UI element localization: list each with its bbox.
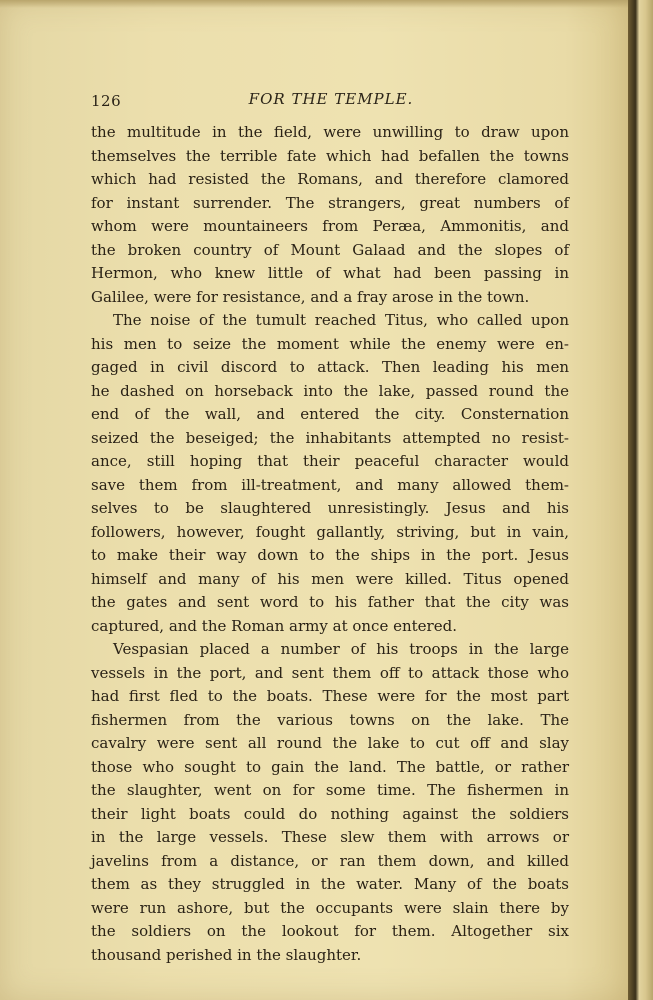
text-line: The noise of the tumult reached Titus, who called upon [113, 311, 569, 329]
body-text [91, 121, 569, 967]
text-line: the soldiers on the lookout for them. Altogether six [91, 922, 569, 940]
text-line: their light boats could do nothing against the soldiers [91, 804, 569, 823]
text-line: cavalry were sent all round the lake to cut off and slay [91, 734, 569, 752]
text-line: to make their way down to the ships in the port. Jesus [91, 546, 569, 564]
text-line: seized the beseiged; the inhabitants attempted no resist- [91, 428, 569, 447]
text-line: in the large vessels. These slew them with arrows or [91, 828, 569, 846]
text-line: them as they struggled in the water. Many of the boats [91, 875, 569, 893]
page-header [91, 86, 571, 112]
text-line: his men to seize the moment while the enemy were en- [91, 334, 569, 353]
page-top-shadow [0, 0, 628, 8]
text-line: the multitude in the field, were unwilling to draw upon [91, 123, 569, 141]
text-line: Galilee, were for resistance, and a fray arose in the town. [91, 287, 530, 306]
text-line: the slaughter, went on for some time. The fishermen in [91, 781, 569, 799]
text-line: had first fled to the boats. These were for the most part [91, 687, 569, 705]
text-line: those who sought to gain the land. The battle, or rather [91, 757, 569, 776]
text-line: he dashed on horseback into the lake, passed round the [91, 381, 569, 400]
text-line: for instant surrender. The strangers, great numbers of [91, 193, 569, 212]
text-line: save them from ill-treatment, and many allowed them- [91, 475, 569, 494]
text-line: Vespasian placed a number of his troops in the large [113, 640, 569, 658]
paragraph [91, 309, 569, 638]
text-line: which had resisted the Romans, and therefore clamored [91, 170, 569, 188]
text-line: thousand perished in the slaughter. [91, 945, 362, 964]
text-line: followers, however, fought gallantly, striving, but in vain, [91, 522, 569, 541]
book-spine-edge [628, 0, 653, 1000]
paragraph [91, 121, 569, 309]
text-line: whom were mountaineers from Peræa, Ammonitis, and [91, 217, 569, 235]
page-number: 126 [91, 92, 122, 110]
text-line: the broken country of Mount Galaad and the slopes of [91, 240, 569, 259]
text-line: selves to be slaughtered unresistingly. Jesus and his [91, 499, 569, 517]
running-title: FOR THE TEMPLE. [248, 90, 414, 108]
text-line: vessels in the port, and sent them off to attack those who [91, 663, 569, 682]
text-line: gaged in civil discord to attack. Then leading his men [91, 358, 569, 376]
text-line: javelins from a distance, or ran them down, and killed [91, 851, 569, 870]
text-line: end of the wall, and entered the city. Consternation [91, 405, 569, 423]
text-line: ance, still hoping that their peaceful character would [91, 452, 569, 470]
text-line: Hermon, who knew little of what had been passing in [91, 264, 569, 282]
text-line: the gates and sent word to his father that the city was [91, 593, 569, 611]
text-line: were run ashore, but the occupants were slain there by [91, 898, 569, 917]
text-line: fishermen from the various towns on the lake. The [91, 710, 569, 729]
text-line: themselves the terrible fate which had befallen the towns [91, 146, 569, 165]
paragraph [91, 638, 569, 967]
text-line: captured, and the Roman army at once entered. [91, 616, 457, 635]
text-line: himself and many of his men were killed. Titus opened [91, 569, 569, 588]
